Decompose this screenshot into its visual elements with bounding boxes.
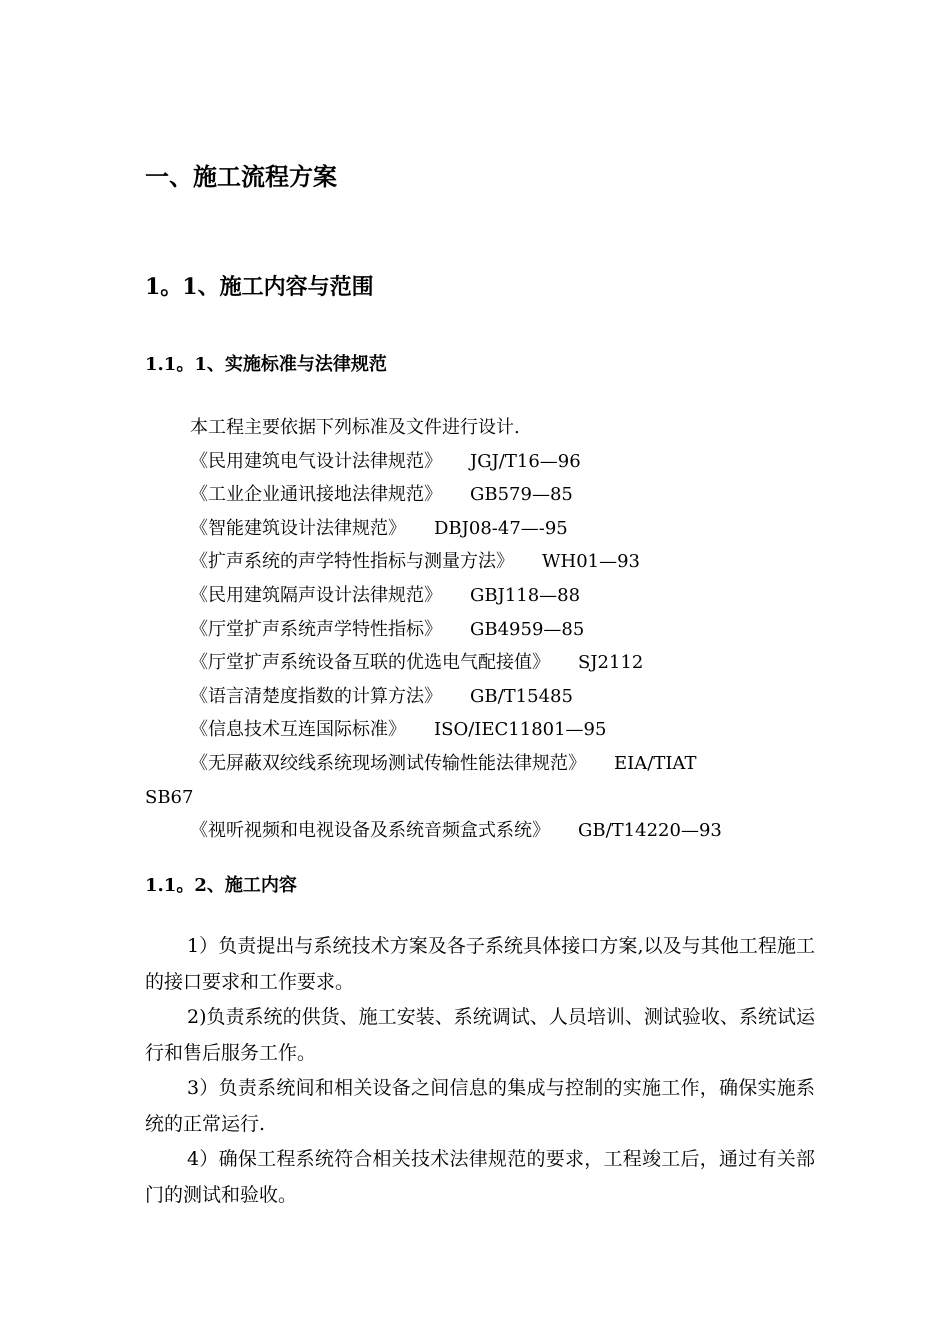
subsection-heading: 1。1、施工内容与范围	[145, 274, 374, 300]
standard-title: 《民用建筑隔声设计法律规范》	[190, 584, 442, 606]
standard-code: EIA/TIAT	[614, 752, 697, 774]
standard-title: 《扩声系统的声学特性指标与测量方法》	[190, 551, 514, 573]
content-paragraph: 4）确保工程系统符合相关技术法律规范的要求，工程竣工后，通过有关部门的测试和验收。	[145, 1148, 815, 1206]
standard-code: ISO/IEC11801—95	[434, 719, 607, 741]
standard-code: GB/T15485	[470, 685, 573, 707]
standard-item	[145, 445, 815, 479]
standard-item	[145, 579, 815, 613]
standards-heading: 1.1。1、实施标准与法律规范	[145, 354, 387, 375]
standard-title: 《民用建筑电气设计法律规范》	[190, 450, 442, 472]
standard-code: JGJ/T16—96	[470, 450, 581, 472]
standard-item	[145, 814, 815, 848]
standard-item	[145, 478, 815, 512]
content-paragraphs	[145, 929, 815, 1213]
content-heading: 1.1。2、施工内容	[145, 875, 297, 896]
content-paragraph: 2)负责系统的供货、施工安装、系统调试、人员培训、测试验收、系统试运行和售后服务工作。	[145, 1006, 815, 1064]
standard-item	[145, 512, 815, 546]
standard-title: 《智能建筑设计法律规范》	[190, 517, 406, 539]
standard-code: GB/T14220—93	[578, 820, 722, 842]
standards-list	[145, 411, 815, 848]
standard-item	[145, 646, 815, 680]
content-paragraph: 3）负责系统间和相关设备之间信息的集成与控制的实施工作，确保实施系统的正常运行.	[145, 1077, 815, 1135]
standard-title: 《厅堂扩声系统设备互联的优选电气配接值》	[190, 652, 550, 674]
standard-title: 《工业企业通讯接地法律规范》	[190, 484, 442, 506]
standard-code-continuation: SB67	[145, 786, 194, 808]
standard-item	[145, 545, 815, 579]
standard-title: 《信息技术互连国际标准》	[190, 719, 406, 741]
standards-intro: 本工程主要依据下列标准及文件进行设计.	[190, 417, 520, 438]
standard-title: 《语言清楚度指数的计算方法》	[190, 685, 442, 707]
standard-code: SJ2112	[578, 652, 644, 674]
standard-code: WH01—93	[542, 551, 641, 573]
section-heading: 一、施工流程方案	[145, 162, 337, 191]
standard-item	[145, 680, 815, 714]
standard-code: GB4959—85	[470, 618, 585, 640]
standard-title: 《厅堂扩声系统声学特性指标》	[190, 618, 442, 640]
standard-title: 《无屏蔽双绞线系统现场测试传输性能法律规范》	[190, 752, 586, 774]
standard-code: DBJ08-47—-95	[434, 517, 568, 539]
standard-code: GB579—85	[470, 484, 573, 506]
standard-item	[145, 713, 815, 747]
standard-item	[145, 613, 815, 647]
standard-title: 《视听视频和电视设备及系统音频盒式系统》	[190, 820, 550, 842]
standard-item	[145, 747, 815, 781]
content-paragraph: 1）负责提出与系统技术方案及各子系统具体接口方案,以及与其他工程施工的接口要求和工作要求。	[145, 935, 815, 993]
standard-code: GBJ118—88	[470, 584, 581, 606]
